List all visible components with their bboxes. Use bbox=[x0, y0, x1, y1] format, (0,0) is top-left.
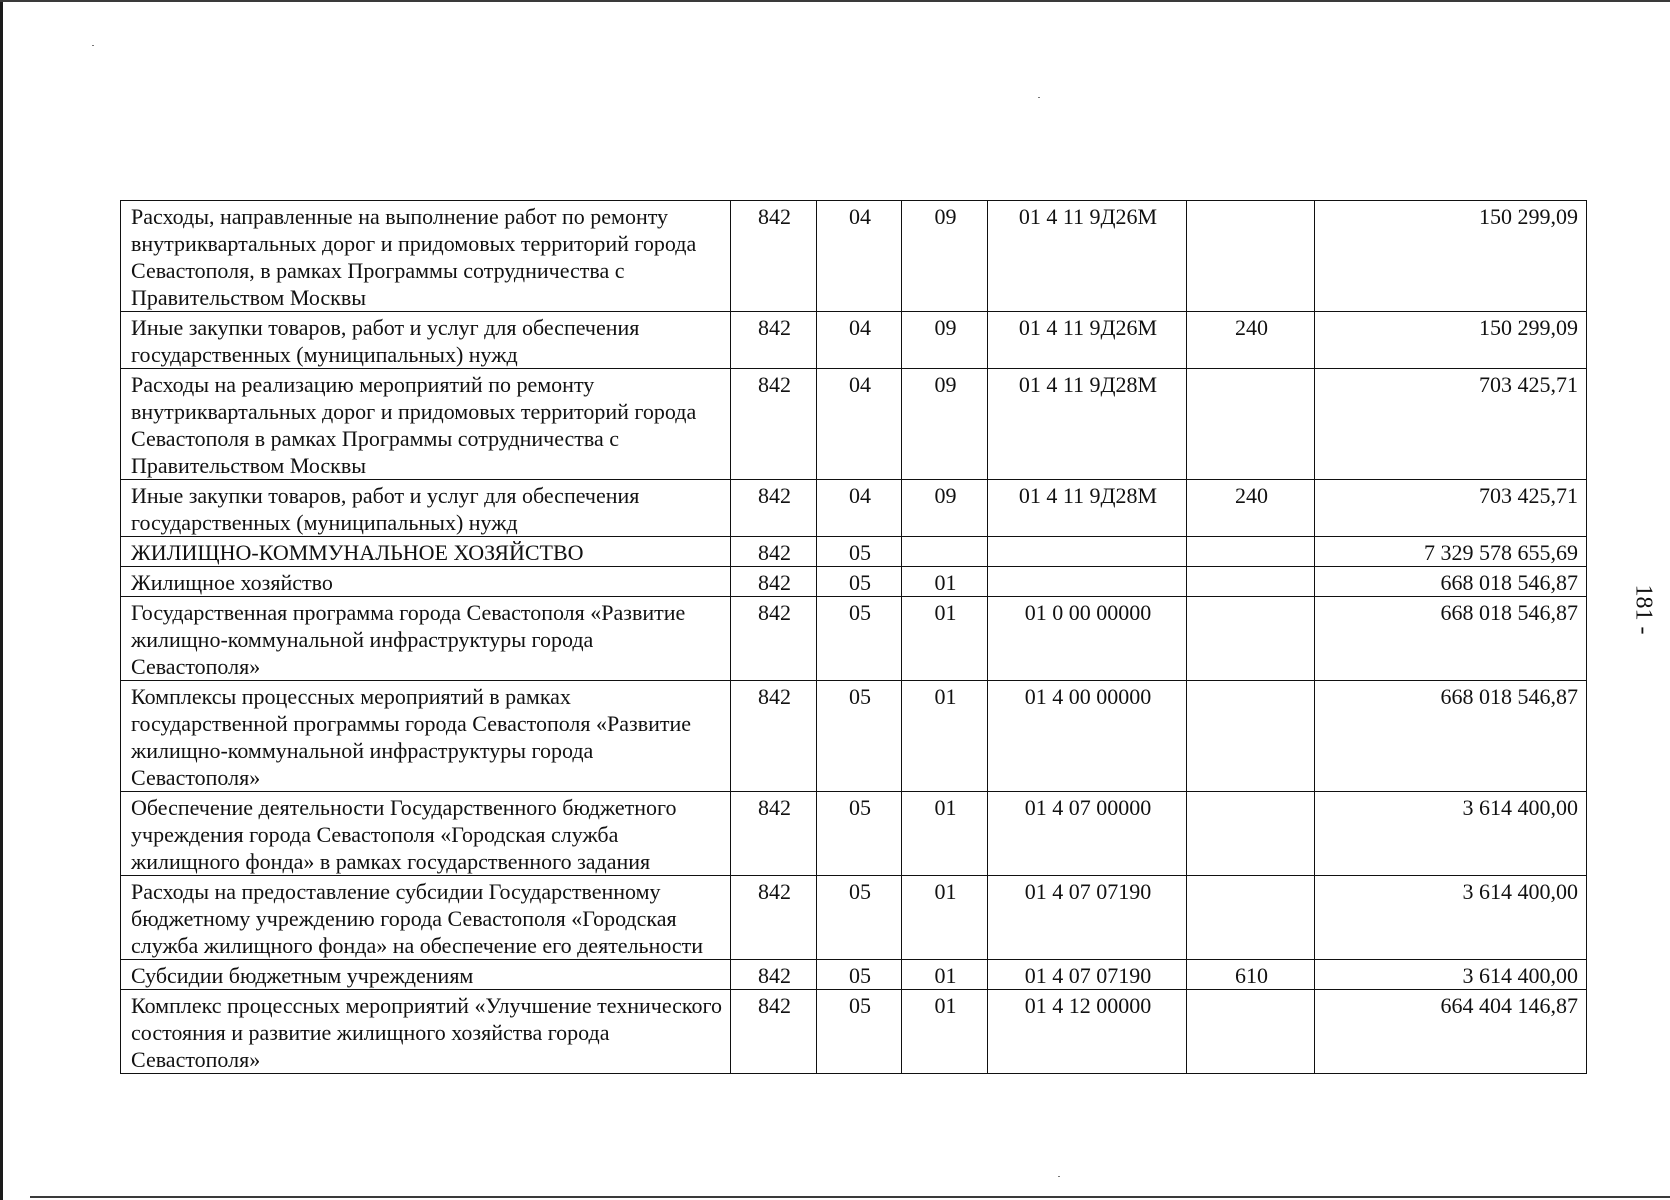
row-expense-type-cell bbox=[1187, 681, 1315, 792]
row-amount-cell: 703 425,71 bbox=[1315, 480, 1587, 537]
row-amount-cell: 3 614 400,00 bbox=[1315, 792, 1587, 876]
row-target-article-cell: 01 4 11 9Д26М bbox=[988, 312, 1187, 369]
row-expense-type-cell bbox=[1187, 369, 1315, 480]
row-amount-cell: 3 614 400,00 bbox=[1315, 876, 1587, 960]
table-row bbox=[121, 792, 1587, 876]
page-number: 181 - bbox=[1630, 584, 1657, 635]
row-target-article-cell: 01 4 07 00000 bbox=[988, 792, 1187, 876]
scan-speck bbox=[1038, 97, 1040, 98]
row-section-cell: 05 bbox=[817, 597, 902, 681]
budget-table bbox=[120, 200, 1587, 1074]
row-target-article-cell: 01 0 00 00000 bbox=[988, 597, 1187, 681]
row-expense-type-cell: 240 bbox=[1187, 480, 1315, 537]
row-ved-code-cell: 842 bbox=[731, 990, 817, 1074]
row-target-article-cell: 01 4 00 00000 bbox=[988, 681, 1187, 792]
table-row bbox=[121, 990, 1587, 1074]
row-target-article-cell: 01 4 11 9Д28М bbox=[988, 369, 1187, 480]
row-section-cell: 04 bbox=[817, 369, 902, 480]
row-ved-code-cell: 842 bbox=[731, 369, 817, 480]
row-subsection-cell: 01 bbox=[902, 990, 988, 1074]
row-section-cell: 05 bbox=[817, 960, 902, 990]
row-section-cell: 04 bbox=[817, 201, 902, 312]
row-expense-type-cell bbox=[1187, 597, 1315, 681]
row-amount-cell: 7 329 578 655,69 bbox=[1315, 537, 1587, 567]
row-amount-cell: 668 018 546,87 bbox=[1315, 681, 1587, 792]
table-row bbox=[121, 537, 1587, 567]
row-ved-code-cell: 842 bbox=[731, 201, 817, 312]
table-row bbox=[121, 960, 1587, 990]
row-target-article-cell bbox=[988, 537, 1187, 567]
row-name-cell: Жилищное хозяйство bbox=[121, 567, 731, 597]
row-subsection-cell: 09 bbox=[902, 312, 988, 369]
row-name-cell: Расходы на реализацию мероприятий по ремонту внутриквартальных дорог и придомовых территорий города Севастополя в рамках Программы сотрудничества с Правительством Москвы bbox=[121, 369, 731, 480]
table-row bbox=[121, 201, 1587, 312]
scan-left-edge bbox=[0, 0, 3, 1200]
row-ved-code-cell: 842 bbox=[731, 480, 817, 537]
row-section-cell: 05 bbox=[817, 567, 902, 597]
row-amount-cell: 668 018 546,87 bbox=[1315, 597, 1587, 681]
row-section-cell: 04 bbox=[817, 480, 902, 537]
row-subsection-cell: 01 bbox=[902, 876, 988, 960]
row-amount-cell: 150 299,09 bbox=[1315, 201, 1587, 312]
row-expense-type-cell: 610 bbox=[1187, 960, 1315, 990]
row-section-cell: 05 bbox=[817, 537, 902, 567]
row-name-cell: Расходы, направленные на выполнение работ по ремонту внутриквартальных дорог и придомовых территорий города Севастополя, в рамках Программы сотрудничества с Правительством Москвы bbox=[121, 201, 731, 312]
row-expense-type-cell: 240 bbox=[1187, 312, 1315, 369]
row-section-cell: 04 bbox=[817, 312, 902, 369]
row-ved-code-cell: 842 bbox=[731, 681, 817, 792]
row-ved-code-cell: 842 bbox=[731, 567, 817, 597]
row-expense-type-cell bbox=[1187, 537, 1315, 567]
row-name-cell: Комплексы процессных мероприятий в рамках государственной программы города Севастополя «Развитие жилищно-коммунальной инфраструктуры города Севастополя» bbox=[121, 681, 731, 792]
table-row bbox=[121, 312, 1587, 369]
row-amount-cell: 150 299,09 bbox=[1315, 312, 1587, 369]
row-amount-cell: 664 404 146,87 bbox=[1315, 990, 1587, 1074]
row-target-article-cell: 01 4 12 00000 bbox=[988, 990, 1187, 1074]
row-target-article-cell: 01 4 11 9Д28М bbox=[988, 480, 1187, 537]
row-name-cell: Субсидии бюджетным учреждениям bbox=[121, 960, 731, 990]
row-target-article-cell: 01 4 11 9Д26М bbox=[988, 201, 1187, 312]
row-subsection-cell: 01 bbox=[902, 792, 988, 876]
row-name-cell: Обеспечение деятельности Государственного бюджетного учреждения города Севастополя «Городская служба жилищного фонда» в рамках государственного задания bbox=[121, 792, 731, 876]
row-ved-code-cell: 842 bbox=[731, 960, 817, 990]
row-subsection-cell: 09 bbox=[902, 369, 988, 480]
table-row bbox=[121, 681, 1587, 792]
row-ved-code-cell: 842 bbox=[731, 876, 817, 960]
row-name-cell: Иные закупки товаров, работ и услуг для обеспечения государственных (муниципальных) нужд bbox=[121, 480, 731, 537]
row-amount-cell: 3 614 400,00 bbox=[1315, 960, 1587, 990]
table-row bbox=[121, 597, 1587, 681]
row-subsection-cell: 01 bbox=[902, 597, 988, 681]
scan-speck bbox=[92, 45, 94, 46]
row-section-cell: 05 bbox=[817, 681, 902, 792]
row-target-article-cell: 01 4 07 07190 bbox=[988, 960, 1187, 990]
row-subsection-cell: 01 bbox=[902, 567, 988, 597]
table-row bbox=[121, 567, 1587, 597]
row-subsection-cell bbox=[902, 537, 988, 567]
row-subsection-cell: 01 bbox=[902, 960, 988, 990]
row-subsection-cell: 09 bbox=[902, 480, 988, 537]
row-name-cell: ЖИЛИЩНО-КОММУНАЛЬНОЕ ХОЗЯЙСТВО bbox=[121, 537, 731, 567]
table-row bbox=[121, 876, 1587, 960]
row-ved-code-cell: 842 bbox=[731, 792, 817, 876]
row-expense-type-cell bbox=[1187, 792, 1315, 876]
table-row bbox=[121, 369, 1587, 480]
row-ved-code-cell: 842 bbox=[731, 537, 817, 567]
row-section-cell: 05 bbox=[817, 792, 902, 876]
scan-top-edge bbox=[0, 0, 1670, 2]
row-name-cell: Иные закупки товаров, работ и услуг для обеспечения государственных (муниципальных) нужд bbox=[121, 312, 731, 369]
row-expense-type-cell bbox=[1187, 990, 1315, 1074]
row-name-cell: Расходы на предоставление субсидии Государственному бюджетному учреждению города Севастополя «Городская служба жилищного фонда» на обеспечение его деятельности bbox=[121, 876, 731, 960]
row-ved-code-cell: 842 bbox=[731, 312, 817, 369]
row-expense-type-cell bbox=[1187, 201, 1315, 312]
row-expense-type-cell bbox=[1187, 567, 1315, 597]
row-subsection-cell: 09 bbox=[902, 201, 988, 312]
row-amount-cell: 668 018 546,87 bbox=[1315, 567, 1587, 597]
row-ved-code-cell: 842 bbox=[731, 597, 817, 681]
row-target-article-cell bbox=[988, 567, 1187, 597]
row-amount-cell: 703 425,71 bbox=[1315, 369, 1587, 480]
row-section-cell: 05 bbox=[817, 876, 902, 960]
row-name-cell: Комплекс процессных мероприятий «Улучшение технического состояния и развитие жилищного хозяйства города Севастополя» bbox=[121, 990, 731, 1074]
row-name-cell: Государственная программа города Севастополя «Развитие жилищно-коммунальной инфраструктуры города Севастополя» bbox=[121, 597, 731, 681]
table-row bbox=[121, 480, 1587, 537]
scan-speck bbox=[1058, 1176, 1060, 1177]
row-target-article-cell: 01 4 07 07190 bbox=[988, 876, 1187, 960]
row-section-cell: 05 bbox=[817, 990, 902, 1074]
row-subsection-cell: 01 bbox=[902, 681, 988, 792]
scan-bottom-edge bbox=[30, 1196, 1670, 1198]
budget-table-body bbox=[121, 201, 1587, 1074]
row-expense-type-cell bbox=[1187, 876, 1315, 960]
